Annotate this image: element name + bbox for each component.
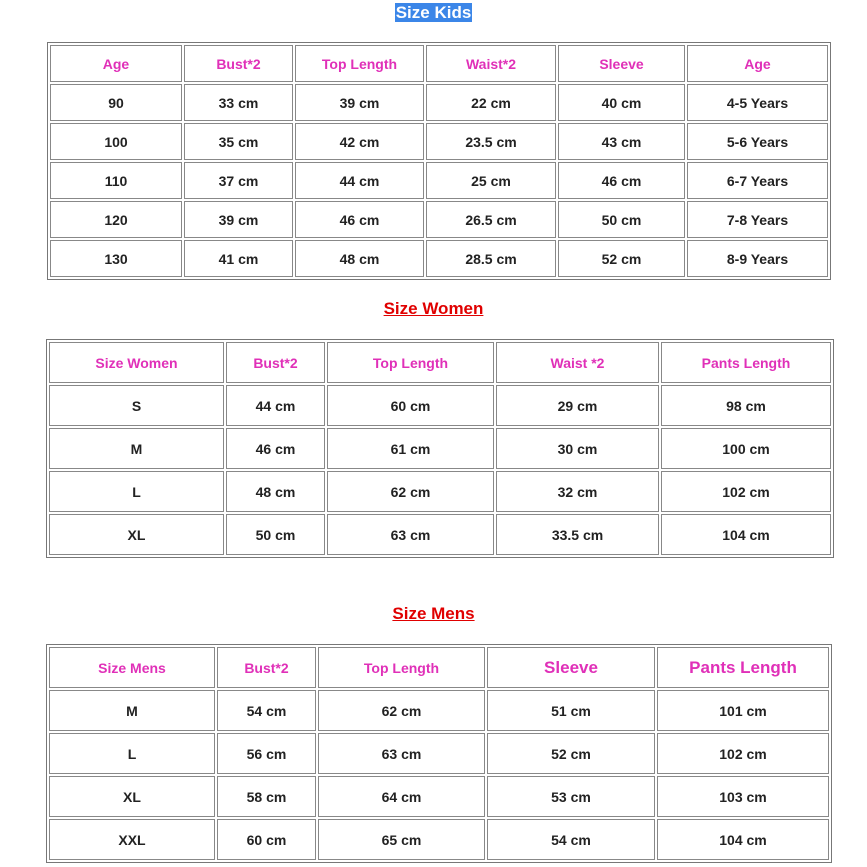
- table-cell: 23.5 cm: [426, 123, 556, 160]
- table-cell: 104 cm: [657, 819, 829, 860]
- table-cell: 51 cm: [487, 690, 655, 731]
- table-cell: 52 cm: [487, 733, 655, 774]
- table-row: [49, 471, 831, 512]
- table-cell: XXL: [49, 819, 215, 860]
- table-row: [49, 776, 829, 817]
- table-cell: 100 cm: [661, 428, 831, 469]
- table-cell: 32 cm: [496, 471, 659, 512]
- table-cell: 30 cm: [496, 428, 659, 469]
- table-cell: 43 cm: [558, 123, 685, 160]
- table-row: [50, 123, 828, 160]
- table-cell: 61 cm: [327, 428, 494, 469]
- kids-size-title: Size Kids: [395, 3, 472, 22]
- men-size-title: Size Mens: [392, 604, 475, 623]
- table-cell: 50 cm: [558, 201, 685, 238]
- table-row: [49, 385, 831, 426]
- column-header: Age: [687, 45, 828, 82]
- table-cell: 28.5 cm: [426, 240, 556, 277]
- table-cell: 44 cm: [295, 162, 424, 199]
- table-cell: 63 cm: [327, 514, 494, 555]
- table-row: [50, 162, 828, 199]
- table-cell: 60 cm: [327, 385, 494, 426]
- table-header-row: [49, 342, 831, 383]
- table-cell: 26.5 cm: [426, 201, 556, 238]
- table-cell: 8-9 Years: [687, 240, 828, 277]
- men-size-table: [46, 644, 832, 863]
- women-size-table: [46, 339, 834, 558]
- table-cell: 42 cm: [295, 123, 424, 160]
- table-cell: 48 cm: [226, 471, 325, 512]
- table-cell: 46 cm: [295, 201, 424, 238]
- table-cell: 7-8 Years: [687, 201, 828, 238]
- column-header: Size Mens: [49, 647, 215, 688]
- table-cell: 4-5 Years: [687, 84, 828, 121]
- table-row: [50, 201, 828, 238]
- table-cell: 52 cm: [558, 240, 685, 277]
- table-cell: 44 cm: [226, 385, 325, 426]
- table-cell: 58 cm: [217, 776, 316, 817]
- table-row: [50, 240, 828, 277]
- table-row: [50, 84, 828, 121]
- table-cell: 54 cm: [487, 819, 655, 860]
- table-cell: 37 cm: [184, 162, 293, 199]
- table-cell: 40 cm: [558, 84, 685, 121]
- table-cell: S: [49, 385, 224, 426]
- table-cell: 102 cm: [657, 733, 829, 774]
- column-header: Top Length: [318, 647, 485, 688]
- table-cell: 29 cm: [496, 385, 659, 426]
- table-row: [49, 733, 829, 774]
- column-header: Size Women: [49, 342, 224, 383]
- column-header: Sleeve: [558, 45, 685, 82]
- column-header: Waist*2: [426, 45, 556, 82]
- table-cell: 33.5 cm: [496, 514, 659, 555]
- table-row: [49, 819, 829, 860]
- column-header: Age: [50, 45, 182, 82]
- kids-size-table: [47, 42, 831, 280]
- table-header-row: [49, 647, 829, 688]
- table-cell: 50 cm: [226, 514, 325, 555]
- table-cell: 46 cm: [226, 428, 325, 469]
- table-cell: 104 cm: [661, 514, 831, 555]
- table-row: [49, 428, 831, 469]
- column-header: Bust*2: [184, 45, 293, 82]
- table-cell: 102 cm: [661, 471, 831, 512]
- column-header: Top Length: [295, 45, 424, 82]
- table-cell: M: [49, 690, 215, 731]
- table-cell: M: [49, 428, 224, 469]
- table-cell: 46 cm: [558, 162, 685, 199]
- table-cell: 103 cm: [657, 776, 829, 817]
- table-cell: L: [49, 471, 224, 512]
- table-row: [49, 690, 829, 731]
- table-cell: 101 cm: [657, 690, 829, 731]
- table-cell: 62 cm: [327, 471, 494, 512]
- table-row: [49, 514, 831, 555]
- table-cell: 65 cm: [318, 819, 485, 860]
- table-cell: 48 cm: [295, 240, 424, 277]
- column-header: Bust*2: [226, 342, 325, 383]
- table-cell: 5-6 Years: [687, 123, 828, 160]
- table-cell: 64 cm: [318, 776, 485, 817]
- table-cell: 22 cm: [426, 84, 556, 121]
- table-cell: 98 cm: [661, 385, 831, 426]
- table-cell: L: [49, 733, 215, 774]
- column-header: Pants Length: [657, 647, 829, 688]
- table-cell: 39 cm: [295, 84, 424, 121]
- table-cell: 62 cm: [318, 690, 485, 731]
- table-cell: 25 cm: [426, 162, 556, 199]
- table-cell: 60 cm: [217, 819, 316, 860]
- table-cell: 110: [50, 162, 182, 199]
- column-header: Sleeve: [487, 647, 655, 688]
- table-cell: XL: [49, 776, 215, 817]
- column-header: Bust*2: [217, 647, 316, 688]
- table-cell: 54 cm: [217, 690, 316, 731]
- table-cell: 90: [50, 84, 182, 121]
- table-header-row: [50, 45, 828, 82]
- column-header: Waist *2: [496, 342, 659, 383]
- table-cell: 130: [50, 240, 182, 277]
- table-cell: 33 cm: [184, 84, 293, 121]
- table-cell: 56 cm: [217, 733, 316, 774]
- table-cell: 120: [50, 201, 182, 238]
- table-cell: 6-7 Years: [687, 162, 828, 199]
- table-cell: 35 cm: [184, 123, 293, 160]
- table-cell: 53 cm: [487, 776, 655, 817]
- column-header: Top Length: [327, 342, 494, 383]
- table-cell: 41 cm: [184, 240, 293, 277]
- table-cell: XL: [49, 514, 224, 555]
- women-size-title: Size Women: [383, 299, 484, 318]
- table-cell: 63 cm: [318, 733, 485, 774]
- table-cell: 39 cm: [184, 201, 293, 238]
- column-header: Pants Length: [661, 342, 831, 383]
- table-cell: 100: [50, 123, 182, 160]
